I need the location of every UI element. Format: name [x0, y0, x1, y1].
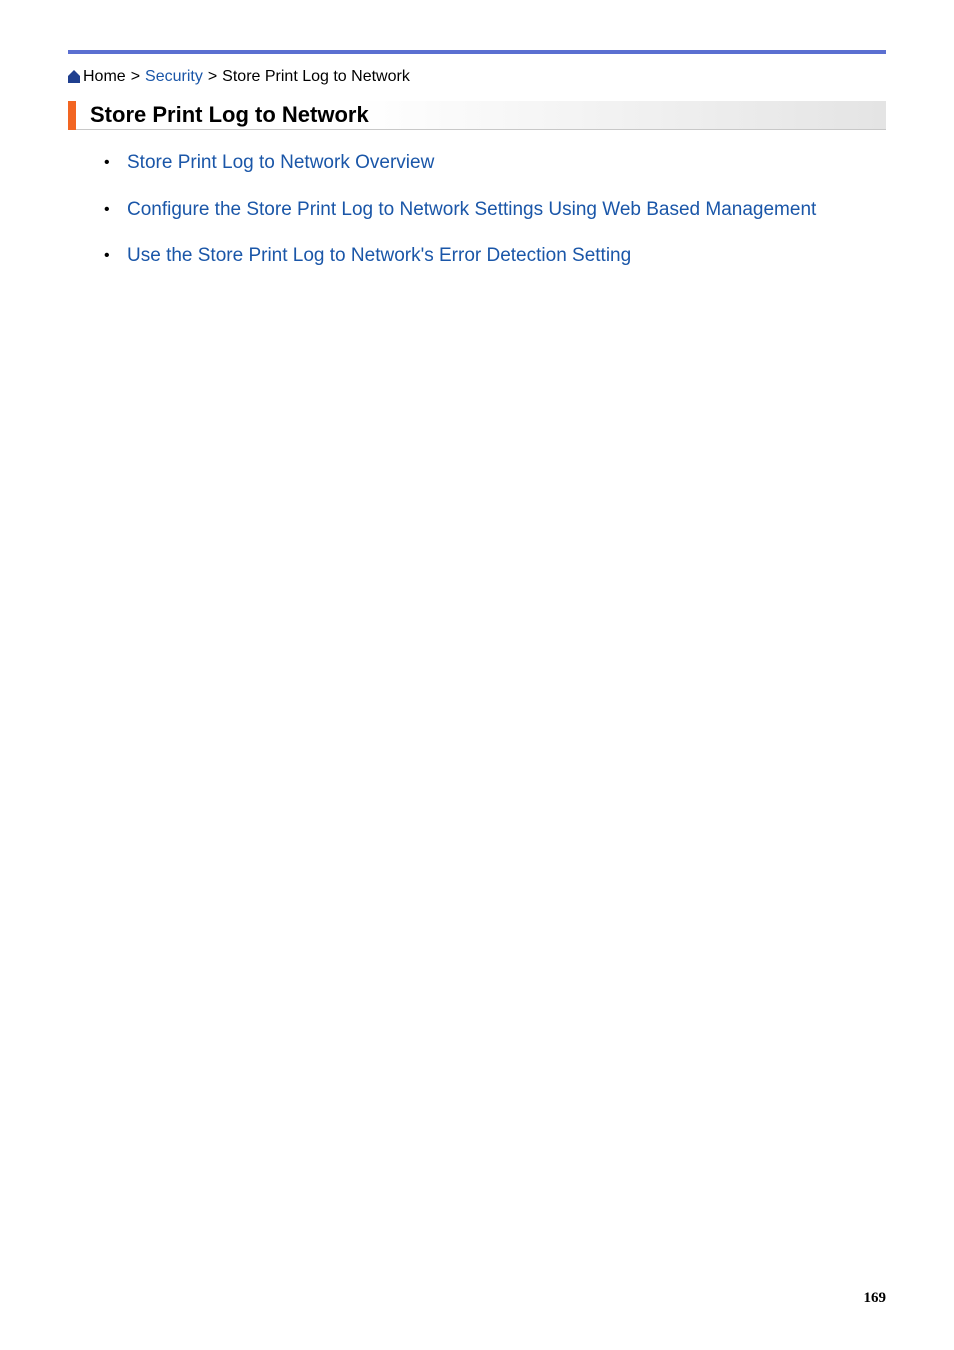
breadcrumb-current: Store Print Log to Network — [222, 68, 410, 85]
breadcrumb-separator: > — [207, 68, 218, 85]
overview-link[interactable]: Store Print Log to Network Overview — [127, 152, 435, 173]
breadcrumb-home[interactable]: Home — [83, 68, 126, 85]
top-rule — [68, 50, 886, 54]
breadcrumb — [68, 67, 410, 87]
page-title-bar — [68, 101, 886, 130]
page-title: Store Print Log to Network — [90, 102, 369, 127]
configure-settings-link[interactable]: Configure the Store Print Log to Network Settings Using Web Based Management — [127, 199, 817, 220]
breadcrumb-security-link[interactable]: Security — [145, 68, 203, 85]
bullet: • — [104, 154, 110, 171]
error-detection-link[interactable]: Use the Store Print Log to Network's Error Detection Setting — [127, 245, 632, 266]
page-number: 169 — [863, 1290, 886, 1306]
home-icon[interactable] — [68, 70, 80, 83]
bullet: • — [104, 201, 110, 218]
breadcrumb-separator: > — [130, 68, 141, 85]
bullet: • — [104, 247, 110, 264]
title-accent-bar — [68, 101, 76, 130]
